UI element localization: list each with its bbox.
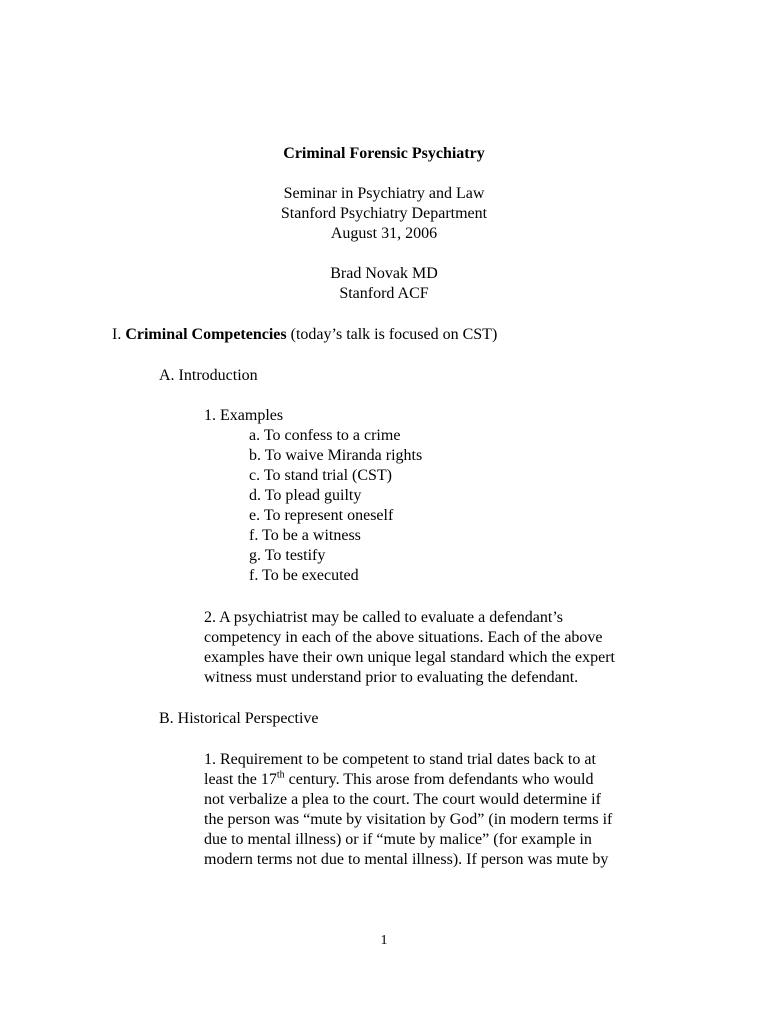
- list-item: b. To waive Miranda rights: [249, 447, 423, 464]
- section-1-title: Criminal Competencies: [125, 326, 287, 343]
- list-item: c. To stand trial (CST): [249, 467, 393, 484]
- list-item: f. To be a witness: [249, 527, 361, 544]
- seminar-name: Seminar in Psychiatry and Law: [283, 185, 485, 202]
- paragraph-text: least the 17: [204, 771, 277, 788]
- section-1-note: (today’s talk is focused on CST): [290, 326, 498, 343]
- examples-heading: 1. Examples: [204, 407, 284, 424]
- seminar-date: August 31, 2006: [330, 225, 438, 242]
- list-item: a. To confess to a crime: [249, 427, 401, 444]
- subsection-a-heading: A. Introduction: [159, 367, 258, 384]
- paragraph-line: due to mental illness) or if “mute by malice” (for example in: [204, 831, 592, 848]
- paragraph-line: witness must understand prior to evaluating the defendant.: [204, 669, 579, 686]
- page-number: 1: [380, 933, 388, 948]
- paragraph-line: modern terms not due to mental illness). If person was mute by: [204, 851, 609, 868]
- superscript-th: th: [276, 769, 285, 781]
- section-1-numeral: I.: [112, 326, 122, 343]
- paragraph-line: the person was “mute by visitation by God” (in modern terms if: [204, 811, 613, 828]
- paragraph-line: not verbalize a plea to the court. The court would determine if: [204, 791, 601, 808]
- paragraph-line: 1. Requirement to be competent to stand trial dates back to at: [204, 751, 596, 768]
- list-item: f. To be executed: [249, 567, 359, 584]
- paragraph-line: 2. A psychiatrist may be called to evaluate a defendant’s: [204, 609, 563, 626]
- list-item: e. To represent oneself: [249, 507, 394, 524]
- section-1-heading: [112, 325, 497, 345]
- list-item: g. To testify: [249, 547, 326, 564]
- paragraph-line: [204, 770, 593, 790]
- document-title: Criminal Forensic Psychiatry: [283, 145, 485, 162]
- subsection-b-heading: B. Historical Perspective: [159, 710, 319, 727]
- paragraph-text: century. This arose from defendants who would: [284, 771, 594, 788]
- author-name: Brad Novak MD: [330, 265, 438, 282]
- paragraph-line: competency in each of the above situations. Each of the above: [204, 629, 603, 646]
- list-item: d. To plead guilty: [249, 487, 362, 504]
- paragraph-line: examples have their own unique legal standard which the expert: [204, 649, 615, 666]
- author-affiliation: Stanford ACF: [339, 285, 429, 302]
- department-name: Stanford Psychiatry Department: [280, 205, 488, 222]
